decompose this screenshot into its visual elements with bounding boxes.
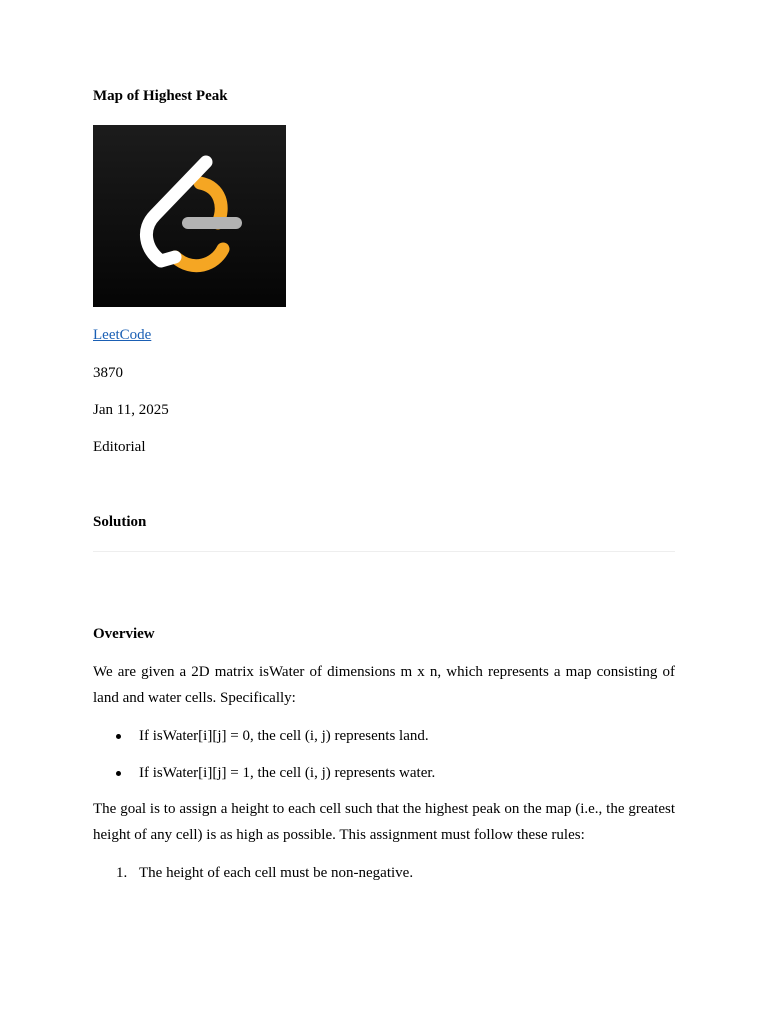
list-item: 1. The height of each cell must be non-negative. <box>116 865 414 881</box>
list-number: 1. <box>116 865 128 881</box>
divider <box>93 551 675 552</box>
problem-number: 3870 <box>93 365 123 381</box>
intro-paragraph: We are given a 2D matrix isWater of dimensions m x n, which represents a map consisting of land and water cells. Specifically: <box>93 664 675 706</box>
condition-list <box>93 726 653 783</box>
solution-heading: Solution <box>93 514 147 530</box>
page-title: Map of Highest Peak <box>93 88 228 104</box>
rules-list <box>93 863 653 883</box>
list-item: If isWater[i][j] = 1, the cell (i, j) represents water. <box>93 763 653 783</box>
list-item: If isWater[i][j] = 0, the cell (i, j) represents land. <box>93 726 653 746</box>
bullet-icon <box>116 771 121 776</box>
leetcode-logo-icon <box>93 125 286 307</box>
goal-paragraph: The goal is to assign a height to each cell such that the highest peak on the map (i.e., the greatest height of any cell) is as high as possible. This assignment must follow these rules: <box>93 801 675 843</box>
source-link[interactable]: LeetCode <box>93 327 152 343</box>
bullet-icon <box>116 734 121 739</box>
overview-heading: Overview <box>93 626 155 642</box>
publish-date: Jan 11, 2025 <box>93 402 169 418</box>
article-type: Editorial <box>93 439 146 455</box>
